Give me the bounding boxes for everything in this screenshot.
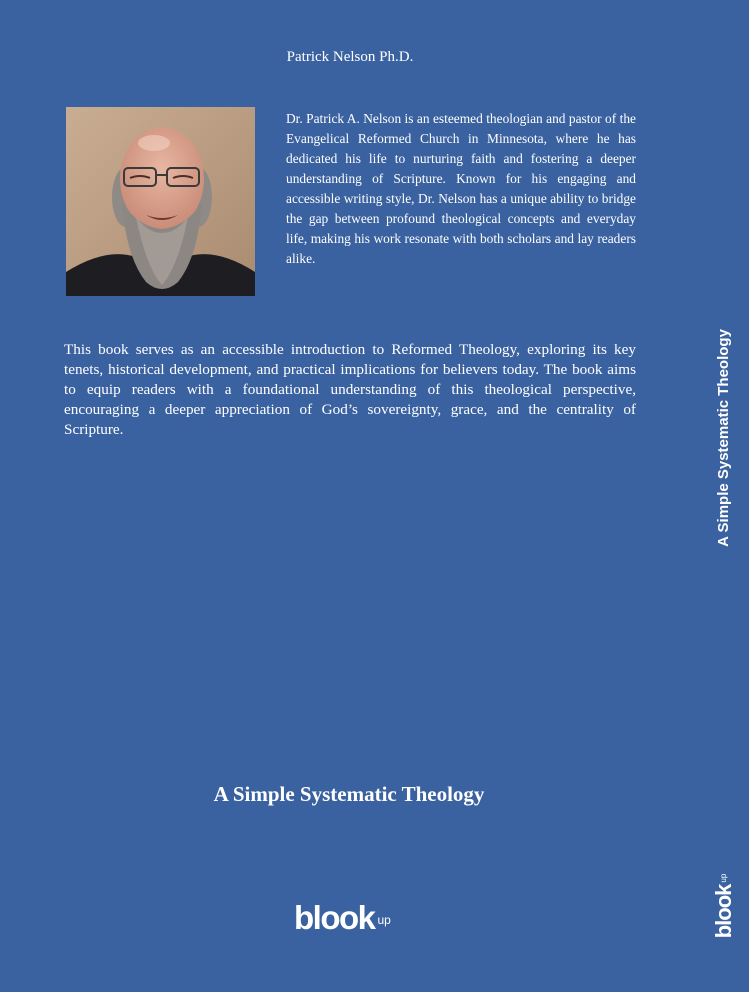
author-portrait-image: [66, 107, 255, 296]
book-title: A Simple Systematic Theology: [213, 782, 485, 806]
author-name: Patrick Nelson Ph.D.: [286, 49, 414, 65]
spine-logo-text: blook: [711, 884, 736, 939]
book-description: This book serves as an accessible introduction to Reformed Theology, exploring its key tenets, historical development, and practical implications for believers today. The book aims to equip readers with a foundational understanding of this theological perspective, encouraging a deeper appreciation of God’s sovereignty, grace, and the centrality of Scripture.: [64, 341, 636, 438]
publisher-logo: [294, 899, 391, 936]
author-bio: Dr. Patrick A. Nelson is an esteemed theologian and pastor of the Evangelical Reformed Church in Minnesota, where he has dedicated his life to nurturing faith and fostering a deeper understanding of Scripture. Known for his engaging and accessible writing style, Dr. Nelson has a unique ability to bridge the gap between profound theological concepts and everyday life, making his work resonate with both scholars and lay readers alike.: [286, 111, 636, 266]
publisher-logo-text: blook: [294, 899, 375, 936]
spine-publisher-logo: [712, 874, 736, 939]
spine-logo-sup: up: [719, 873, 728, 883]
author-photo: [66, 107, 255, 296]
spine-title: A Simple Systematic Theology: [715, 329, 732, 547]
publisher-logo-sup: up: [377, 913, 391, 927]
